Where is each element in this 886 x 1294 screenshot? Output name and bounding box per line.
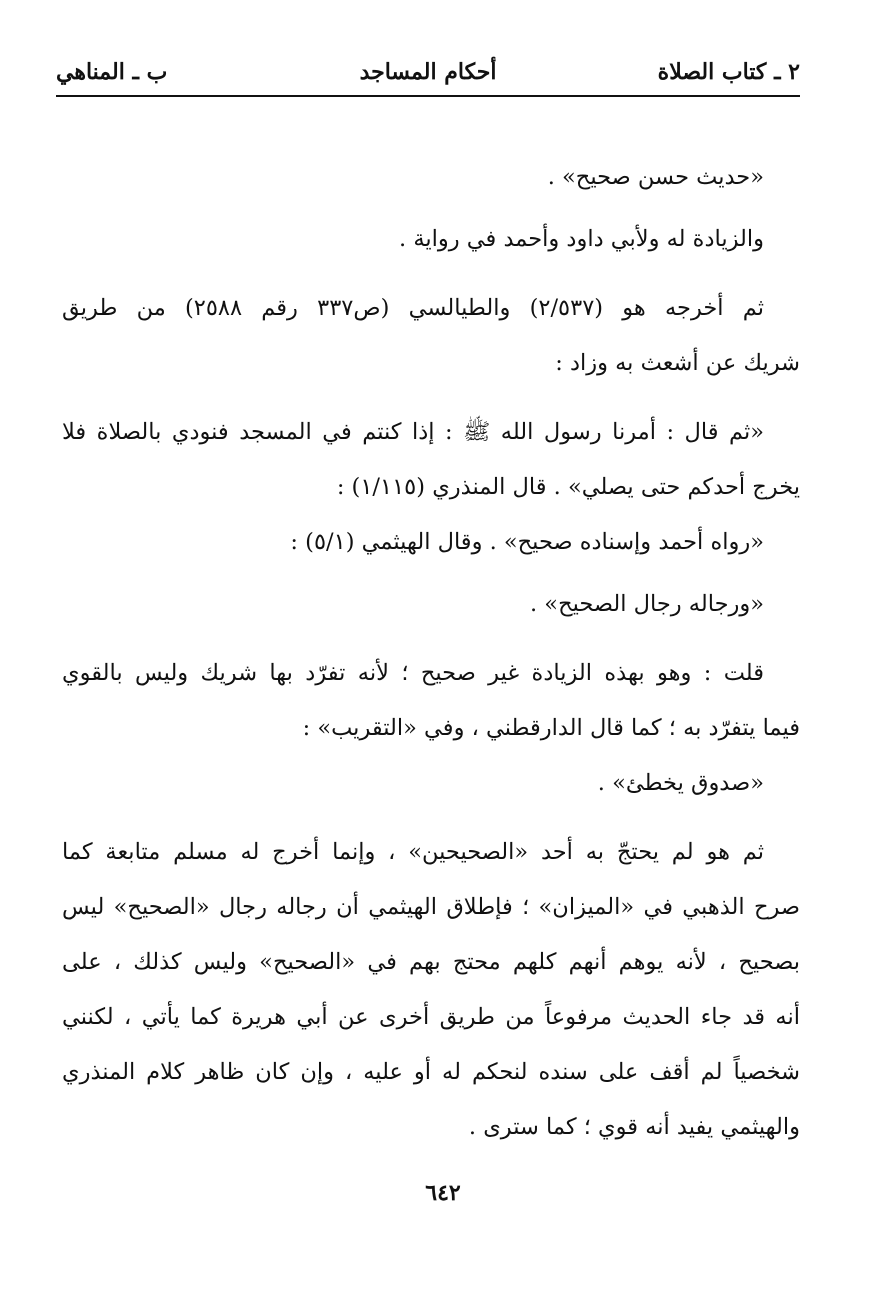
quote-line: يخرج أحدكم حتى يصلي» . قال المنذري (١/١١٥) : <box>336 474 800 500</box>
page-number: ٦٤٢ <box>425 1180 461 1206</box>
quote-line: «ثم قال : أمرنا رسول الله ﷺ : إذا كنتم في المسجد فنودي بالصلاة فلا <box>62 419 764 445</box>
text-line: والزيادة له ولأبي داود وأحمد في رواية . <box>399 226 764 252</box>
text-line: فيما يتفرّد به ؛ كما قال الدارقطني ، وفي «التقريب» : <box>302 715 800 741</box>
quote-line: «رواه أحمد وإسناده صحيح» . وقال الهيثمي (٥/١) : <box>290 529 764 555</box>
text-line: والهيثمي يفيد أنه قوي ؛ كما سترى . <box>468 1114 800 1140</box>
header-title: أحكام المساجد <box>359 59 497 85</box>
header-chapter: ٢ ـ كتاب الصلاة <box>657 59 800 85</box>
text-line: شريك عن أشعث به وزاد : <box>555 350 800 376</box>
quote-line: «حديث حسن صحيح» . <box>547 164 764 190</box>
text-line: شخصياً لم أقف على سنده لنحكم له أو عليه ، وإن كان ظاهر كلام المنذري <box>62 1059 800 1085</box>
text-line: بصحيح ، لأنه يوهم أنهم كلهم محتج بهم في «الصحيح» وليس كذلك ، على <box>62 949 800 975</box>
text-line: أنه قد جاء الحديث مرفوعاً من طريق أخرى عن أبي هريرة كما يأتي ، لكنني <box>62 1004 800 1030</box>
page-body <box>62 150 800 1155</box>
text-line: قلت : وهو بهذه الزيادة غير صحيح ؛ لأنه تفرّد بها شريك وليس بالقوي <box>62 660 764 686</box>
text-line: ثم هو لم يحتجّ به أحد «الصحيحين» ، وإنما أخرج له مسلم متابعة كما <box>62 839 764 865</box>
quote-line: «ورجاله رجال الصحيح» . <box>530 591 764 617</box>
text-line: صرح الذهبي في «الميزان» ؛ فإطلاق الهيثمي أن رجاله رجال «الصحيح» ليس <box>62 894 800 920</box>
header-rule <box>56 95 800 97</box>
header-section: ب ـ المناهي <box>56 59 168 85</box>
quote-line: «صدوق يخطئ» . <box>597 770 764 796</box>
running-header <box>56 50 800 94</box>
text-line: ثم أخرجه هو (٢/٥٣٧) والطيالسي (ص٣٣٧ رقم ٢٥٨٨) من طريق <box>62 295 764 321</box>
